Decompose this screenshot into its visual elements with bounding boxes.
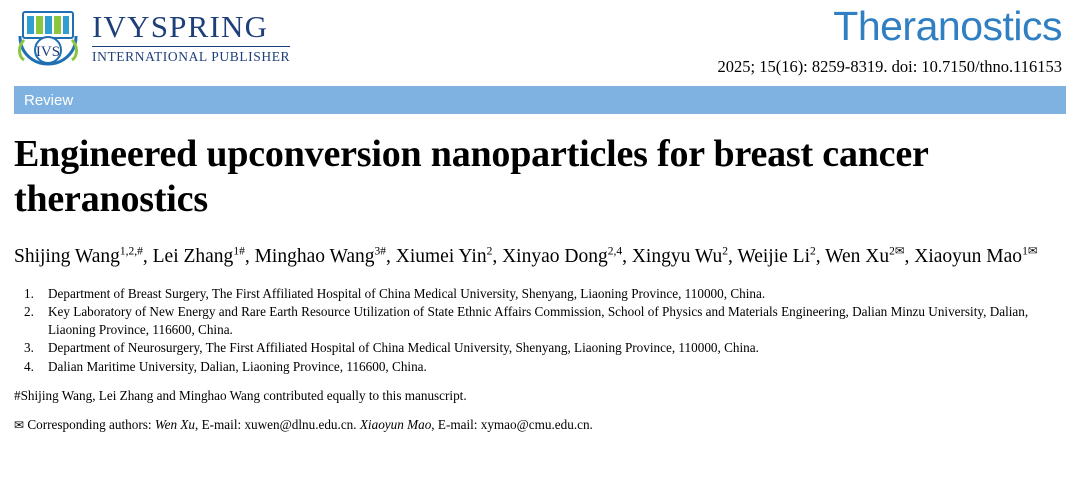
affiliation-item (14, 358, 1066, 375)
author-item: Weijie Li$^2$, (737, 245, 826, 267)
corresponding-prefix: Corresponding authors: (27, 417, 152, 433)
affiliation-text: Department of Breast Surgery, The First Affiliated Hospital of China Medical University, Shenyang, Liaoning Province, 110000, China. (48, 285, 766, 301)
corresponding-author-2-name: Xiaoyun Mao (359, 417, 432, 433)
envelope-icon: ✉ (14, 418, 25, 433)
affiliation-text: Department of Neurosurgery, The First Affiliated Hospital of China Medical University, Shenyang, Liaoning Province, 110000, China. (48, 340, 759, 356)
svg-text:IVS: IVS (35, 44, 61, 60)
article-type-label: Review (24, 91, 74, 109)
corresponding-authors: ✉ Corresponding authors: Wen Xu, E-mail: xuwen@dlnu.edu.cn. Xiaoyun Mao, E-mail: xymao@cmu.edu.cn. (14, 417, 593, 433)
author-item: Minghao Wang$^{3\#}$, (254, 245, 396, 267)
affiliation-number: 2. (24, 304, 34, 320)
author-item: Xiumei Yin$^2$, (395, 245, 503, 267)
author-item: Xingyu Wu$^2$, (631, 245, 738, 267)
corresponding-author-2-email[interactable]: E-mail: xymao@cmu.edu.cn. (437, 417, 593, 433)
affiliation-number: 3. (24, 340, 34, 356)
affiliation-number: 4. (24, 358, 34, 374)
affiliation-item (14, 285, 1066, 302)
affiliation-item (14, 303, 1066, 338)
masthead (14, 0, 1066, 80)
affiliation-item (14, 339, 1066, 356)
affiliation-list (14, 285, 1066, 375)
author-item: Xiaoyun Mao$^{1✉}$ (914, 245, 1038, 267)
journal-title: Theranostics (833, 3, 1062, 49)
publisher-subtitle: INTERNATIONAL PUBLISHER (92, 46, 290, 65)
author-item: Shijing Wang$^{1,2,\#}$, (14, 245, 153, 267)
publisher-branding (14, 6, 290, 68)
equal-contribution-note: #Shijing Wang, Lei Zhang and Minghao Wang contributed equally to this manuscript. (14, 388, 467, 404)
publisher-name: IVYSPRING (92, 9, 269, 45)
publisher-wordmark (92, 9, 290, 65)
article-type-banner (14, 86, 1066, 114)
journal-header (717, 3, 1066, 77)
author-item: Wen $Xu^{2✉}$, (825, 245, 915, 267)
page-title: Engineered upconversion nanoparticles for breast cancer theranostics (14, 133, 928, 220)
affiliation-text: Key Laboratory of New Energy and Rare Earth Resource Utilization of State Ethnic Affairs Commission, School of Physics and Materials Engineering, Dalian Minzu University, Dalian, Liaoning Province, 116600, China. (48, 304, 1029, 337)
author-item: Lei Zhang$^{1\#}$, (152, 245, 255, 267)
affiliation-number: 1. (24, 285, 34, 301)
author-list (14, 242, 1064, 271)
affiliation-text: Dalian Maritime University, Dalian, Liaoning Province, 116600, China. (48, 358, 427, 374)
author-item: Xinyao Dong$^{2,4}$, (502, 245, 632, 267)
journal-citation: 2025; 15(16): 8259-8319. doi: 10.7150/thno.116153 (717, 57, 1062, 76)
corresponding-author-1-email[interactable]: E-mail: xuwen@dlnu.edu.cn. (201, 417, 357, 433)
ivyspring-logo-icon (14, 6, 82, 68)
corresponding-author-1-name: Wen Xu (154, 417, 195, 433)
